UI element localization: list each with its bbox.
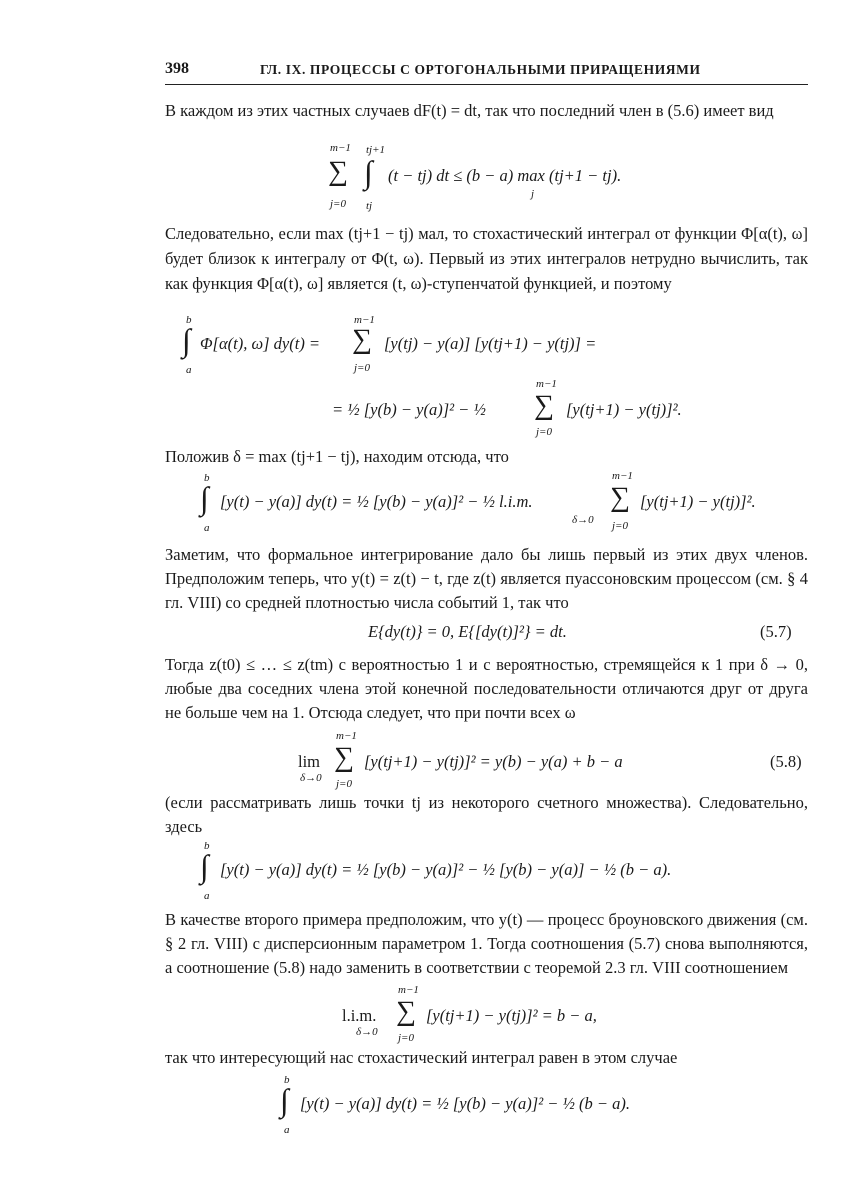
integral-upper-limit: b bbox=[284, 1074, 290, 1086]
integral-lower-limit: a bbox=[204, 522, 210, 534]
integral-upper-limit: b bbox=[204, 472, 210, 484]
paragraph-3: Положив δ = max (tj+1 − tj), находим отсюда, что bbox=[165, 447, 509, 466]
formula-body: = ½ [y(b) − y(a)]² − ½ bbox=[332, 400, 486, 419]
lim-word: lim bbox=[298, 752, 321, 771]
sum-lower-limit: j=0 bbox=[336, 778, 352, 790]
running-header bbox=[165, 60, 808, 86]
integral-lower-limit: a bbox=[204, 890, 210, 902]
sum-upper-limit: m−1 bbox=[536, 378, 557, 390]
formula-body: [y(t) − y(a)] dy(t) = ½ [y(b) − y(a)]² − ½ [y(b) − y(a)] − ½ (b − a). bbox=[220, 860, 672, 879]
sum-upper-limit: m−1 bbox=[330, 142, 351, 154]
paragraph-6: (если рассматривать лишь точки tj из некоторого счетного множества). Следовательно, здесь bbox=[165, 793, 808, 836]
formula-body-2: [y(tj+1) − y(tj)]² = y(b) − y(a) + b − a bbox=[364, 752, 623, 771]
sum-sign: ∑ bbox=[534, 390, 554, 421]
sum-lower-limit: j=0 bbox=[330, 198, 346, 210]
sum-lower-limit: j=0 bbox=[612, 520, 628, 532]
integral-sign: ∫ bbox=[280, 1082, 289, 1118]
integral-sign: ∫ bbox=[200, 848, 209, 884]
formula-body: Φ[α(t), ω] dy(t) = bbox=[200, 334, 321, 353]
equation-number-5-7: (5.7) bbox=[760, 622, 792, 641]
header-rule bbox=[165, 84, 808, 85]
equation-number-5-8: (5.8) bbox=[770, 752, 802, 771]
formula-body: [y(t) − y(a)] dy(t) = ½ [y(b) − y(a)]² − ½ (b − a). bbox=[300, 1094, 631, 1113]
paragraph-1: В каждом из этих частных случаев dF(t) = dt, так что последний член в (5.6) имеет вид bbox=[165, 101, 774, 120]
integral-upper-limit: tj+1 bbox=[366, 144, 386, 156]
paragraph-8: так что интересующий нас стохастический интеграл равен в этом случае bbox=[165, 1048, 678, 1067]
sum-sign: ∑ bbox=[334, 742, 354, 773]
integral-sign: ∫ bbox=[364, 154, 373, 190]
sum-upper-limit: m−1 bbox=[336, 730, 357, 742]
integral-sign: ∫ bbox=[182, 322, 191, 358]
integral-upper-limit: b bbox=[204, 840, 210, 852]
lim-subscript: δ→0 bbox=[356, 1026, 378, 1038]
sum-lower-limit: j=0 bbox=[398, 1032, 414, 1044]
integral-lower-limit: a bbox=[186, 364, 192, 376]
formula-body-2: [y(tj) − y(a)] [y(tj+1) − y(tj)] = bbox=[384, 334, 597, 353]
formula-body: E{dy(t)} = 0, E{[dy(t)]²} = dt. bbox=[368, 622, 567, 641]
page-number: 398 bbox=[165, 60, 189, 77]
sum-upper-limit: m−1 bbox=[612, 470, 633, 482]
formula-body-2: [y(tj+1) − y(tj)]² = b − a, bbox=[426, 1006, 597, 1025]
sum-upper-limit: m−1 bbox=[398, 984, 419, 996]
sum-sign: ∑ bbox=[352, 324, 372, 355]
integral-sign: ∫ bbox=[200, 480, 209, 516]
sum-lower-limit: j=0 bbox=[354, 362, 370, 374]
formula-body-2: [y(tj+1) − y(tj)]². bbox=[640, 492, 756, 511]
chapter-title: ГЛ. IX. ПРОЦЕССЫ С ОРТОГОНАЛЬНЫМИ ПРИРАЩЕНИЯМИ bbox=[260, 62, 701, 77]
paragraph-4: Заметим, что формальное интегрирование дало бы лишь первый из этих двух членов. Предположим теперь, что y(t) = z(t) − t, где z(t) является пуассоновским процессом (см. § 4 гл. VIII) со средней плотностью числа событий 1, так что bbox=[165, 545, 808, 612]
sum-sign: ∑ bbox=[328, 156, 348, 187]
integral-upper-limit: b bbox=[186, 314, 192, 326]
sum-upper-limit: m−1 bbox=[354, 314, 375, 326]
lim-subscript: δ→0 bbox=[572, 514, 594, 526]
formula-body-2: [y(tj+1) − y(tj)]². bbox=[566, 400, 682, 419]
formula-body: [y(t) − y(a)] dy(t) = ½ [y(b) − y(a)]² − ½ l.i.m. bbox=[220, 492, 533, 511]
max-subscript: j bbox=[531, 188, 535, 200]
integral-lower-limit: a bbox=[284, 1124, 290, 1136]
lim-subscript: δ→0 bbox=[300, 772, 322, 784]
paragraph-2: Следовательно, если max (tj+1 − tj) мал, то стохастический интеграл от функции Φ[α(t), ω] будет близок к интегралу от Φ(t, ω). Первый из этих интегралов нетрудно вычислить, так как функция Φ[α(t), ω] является (t, ω)-ступенчатой функцией, и поэтому bbox=[165, 224, 808, 293]
paragraph-5: Тогда z(t0) ≤ … ≤ z(tm) с вероятностью 1 и с вероятностью, стремящейся к 1 при δ → 0, любые два соседних члена этой конечной последовательности отличаются друг от друга не больше чем на 1. Отсюда следует, что при почти всех ω bbox=[165, 655, 808, 722]
sum-sign: ∑ bbox=[396, 996, 416, 1027]
paragraph-7: В качестве второго примера предположим, что y(t) — процесс броуновского движения (см. § 2 гл. VIII) с дисперсионным параметром 1. Тогда соотношения (5.7) снова выполняются, а соотношение (5.8) надо заменить в соответствии с теоремой 2.3 гл. VIII соотношением bbox=[165, 910, 808, 977]
sum-sign: ∑ bbox=[610, 482, 630, 513]
lim-word: l.i.m. bbox=[342, 1006, 377, 1025]
sum-lower-limit: j=0 bbox=[536, 426, 552, 438]
integral-lower-limit: tj bbox=[366, 200, 373, 212]
formula-body: (t − tj) dt ≤ (b − a) max (tj+1 − tj). bbox=[388, 166, 622, 185]
